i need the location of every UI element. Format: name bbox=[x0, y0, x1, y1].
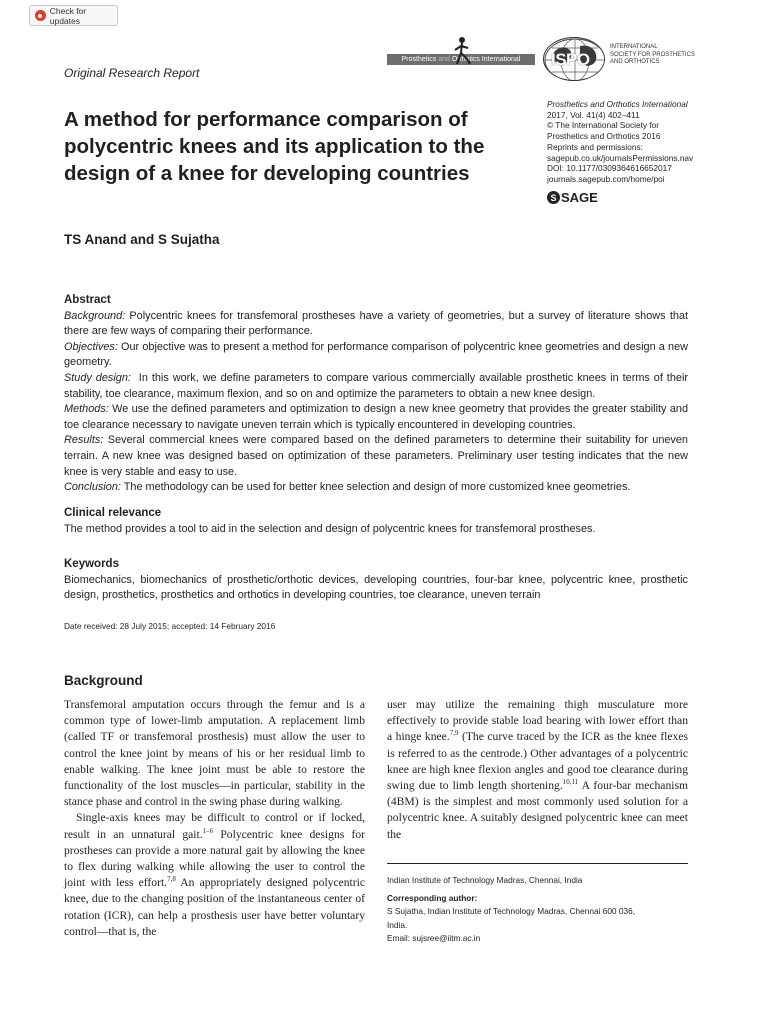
update-icon bbox=[35, 10, 46, 21]
left-column bbox=[64, 697, 365, 940]
clinical-relevance-heading: Clinical relevance bbox=[64, 507, 162, 519]
text-run: Polycentric knee designs for prostheses can provide a more natural gait by allowing the knee to flex during walking while allowing the user to control the joint with less effort. bbox=[64, 827, 365, 890]
text-run: An appropriately designed polycentric knee, due to the changing position of the instantaneous center of rotation (ICR), can help a prosthesis user have better voluntary control—that is, the bbox=[64, 876, 365, 938]
abstract-item bbox=[64, 371, 692, 402]
citation-ref[interactable]: 7,8 bbox=[167, 875, 176, 884]
article-title: A method for performance comparison of polycentric knees and its application to the design of a knee for developing countries bbox=[64, 108, 485, 185]
abstract-item bbox=[64, 340, 688, 371]
banner-word-and: and bbox=[438, 56, 450, 63]
paragraph bbox=[387, 697, 688, 843]
journal-metadata bbox=[547, 99, 693, 185]
permissions-link[interactable]: sagepub.co.uk/journalsPermissions.nav bbox=[547, 152, 694, 163]
paragraph bbox=[64, 810, 365, 940]
copyright-line: Prosthetics and Orthotics 2016 bbox=[547, 131, 661, 142]
corresponding-author-line: S Sujatha, Indian Institute of Technology Madras, Chennai 600 036, bbox=[387, 906, 635, 916]
right-column bbox=[387, 697, 688, 843]
abstract-label: Conclusion: bbox=[64, 481, 121, 494]
affiliation: Indian Institute of Technology Madras, Chennai, India bbox=[387, 875, 583, 885]
abstract-item bbox=[64, 433, 688, 480]
text-run: Single-axis knees may be difficult to control or if locked, result in an unnatural gait. bbox=[64, 811, 365, 841]
corresponding-author-heading: Corresponding author: bbox=[387, 892, 478, 903]
paragraph: Transfemoral amputation occurs through the femur and is a common type of lower-limb amputation. A replacement limb (called TF or transfemoral prosthesis) must allow the user to control the knee joint by means of his or her residual limb to enable walking. The knee joint must be able to restore the functionality of the lost muscles—in particular, stability in the stance phase and control in the swing phase during walking. bbox=[64, 698, 365, 809]
footnote bbox=[387, 874, 635, 946]
text-run: user may utilize the remaining thigh musculature more effectively to provide stable load bearing with lower effort than a hinge knee. bbox=[387, 698, 688, 744]
amputee-figure-icon bbox=[450, 36, 476, 66]
check-for-updates-label: Check for updates bbox=[49, 5, 87, 26]
abstract-text: Our objective was to present a method for performance comparison of polycentric knee geometries and design a new geometry. bbox=[64, 340, 688, 369]
abstract-section bbox=[64, 293, 692, 496]
date-received: Date received: 28 July 2015; accepted: 14 February 2016 bbox=[64, 621, 276, 631]
abstract-item bbox=[64, 309, 688, 340]
ispo-line: AND ORTHOTICS bbox=[610, 59, 660, 65]
doi-link[interactable]: DOI: 10.1177/0309364616652017 bbox=[547, 163, 672, 174]
keywords-heading: Keywords bbox=[64, 558, 119, 570]
abstract-label: Background: bbox=[64, 309, 126, 322]
journal-name: Prosthetics and Orthotics International bbox=[547, 99, 688, 109]
copyright-line: © The International Society for bbox=[547, 120, 660, 131]
ispo-line: INTERNATIONAL bbox=[610, 44, 658, 50]
check-for-updates-badge[interactable] bbox=[29, 5, 118, 26]
corresponding-email[interactable]: Email: sujsree@iitm.ac.in bbox=[387, 933, 481, 943]
abstract-text: Polycentric knees for transfemoral prostheses have a variety of geometries, but a survey of literature shows that there are few ways of comparing their performance. bbox=[64, 309, 688, 338]
text-run: (The curve traced by the ICR as the knee flexes is referred to as the centrode.) Other advantages of a polycentric knee are high knee flexion angles and good toe clearance during swing due to limb length shortening. bbox=[387, 730, 689, 793]
report-type: Original Research Report bbox=[64, 66, 200, 80]
abstract-text: We use the defined parameters and optimization to design a new knee geometry that provides the greater stability and toe clearance necessary to navigate uneven terrain which is typically encountered in developing countries. bbox=[64, 403, 688, 431]
journal-url-link[interactable]: journals.sagepub.com/home/poi bbox=[547, 173, 665, 184]
sage-mark-icon: S bbox=[547, 191, 560, 204]
abstract-text: The methodology can be used for better knee selection and design of more customized knee geometries. bbox=[120, 481, 631, 494]
corresponding-author-line: India. bbox=[387, 919, 408, 930]
abstract-label: Objectives: bbox=[64, 340, 118, 353]
authors: TS Anand and S Sujatha bbox=[64, 232, 220, 247]
abstract-text: Several commercial knees were compared based on the defined parameters to determine their suitability for uneven terrain. A new knee was designed based on optimization of these parameters. Preliminary user testing indicates that the new knee is very stable and easy to use. bbox=[64, 434, 688, 478]
clinical-relevance-section bbox=[64, 506, 688, 537]
ispo-wordmark: ISPO bbox=[551, 50, 590, 69]
text-run: A four-bar mechanism (4BM) is the simplest and most commonly used solution for a polycentric knee. A suitably designed polycentric knee can meet the bbox=[387, 779, 688, 841]
reprints-label: Reprints and permissions: bbox=[547, 141, 643, 152]
ispo-line: SOCIETY FOR PROSTHETICS bbox=[610, 51, 695, 58]
banner-word-prosthetics: Prosthetics bbox=[401, 56, 437, 63]
abstract-heading: Abstract bbox=[64, 294, 111, 306]
citation-ref[interactable]: 7,9 bbox=[449, 729, 459, 738]
citation-ref[interactable]: 10,11 bbox=[562, 778, 579, 787]
abstract-label: Results: bbox=[64, 434, 104, 447]
abstract-label: Methods: bbox=[64, 403, 109, 416]
background-heading: Background bbox=[64, 673, 143, 688]
banner-word-orthotics: Orthotics International bbox=[451, 56, 521, 63]
publisher-name: SAGE bbox=[561, 190, 598, 205]
citation-ref[interactable]: 1–6 bbox=[202, 826, 214, 835]
journal-volume: 2017, Vol. 41(4) 402–411 bbox=[547, 109, 640, 120]
footnote-divider bbox=[387, 863, 688, 864]
clinical-relevance-text: The method provides a tool to aid in the selection and design of polycentric knees for transfemoral prostheses. bbox=[64, 522, 596, 535]
abstract-label: Study design: bbox=[64, 371, 131, 384]
abstract-item bbox=[64, 480, 688, 496]
ispo-full-name bbox=[610, 44, 695, 67]
abstract-text: In this work, we define parameters to compare various commercially available prosthetic knees in terms of their stability, toe clearance, maximum flexion, and so on and optimize the parameters to obtain a new knee design. bbox=[64, 371, 692, 400]
keywords-section bbox=[64, 557, 688, 604]
keywords-text: Biomechanics, biomechanics of prosthetic/orthotic devices, developing countries, four-bar knee, polycentric knee, prosthetic design, prosthetics, prosthetics and orthotics in developing countries, toe clearance, uneven terrain bbox=[64, 573, 688, 602]
abstract-item bbox=[64, 402, 688, 433]
sage-logo bbox=[547, 190, 598, 205]
